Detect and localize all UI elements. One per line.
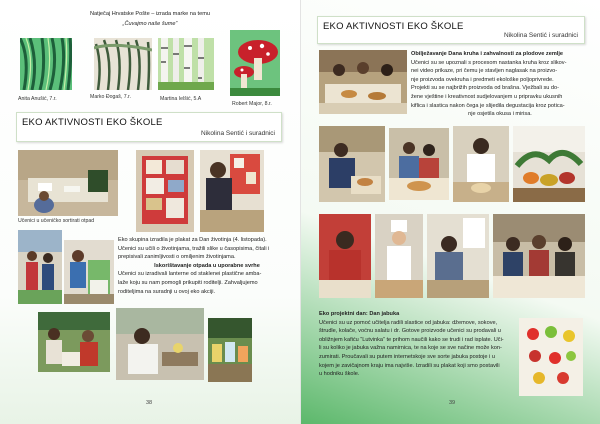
artwork-forest-2 — [94, 38, 152, 90]
photo-students-bread-1 — [319, 126, 385, 202]
paragraph-heading: Iskorištavanje otpada u uporabne svrhe — [154, 262, 260, 269]
paragraph-line: u hodniku škole. — [319, 371, 360, 378]
caption-sorting-waste: Učenici u učeničko sortirati otpad — [18, 218, 95, 224]
photo-apple-day-chef — [375, 214, 423, 298]
photo-apple-day-kitchen — [427, 214, 489, 298]
section-title: EKO AKTIVNOSTI EKO ŠKOLE — [22, 117, 163, 128]
photo-recycled-box — [64, 240, 114, 304]
page-right — [300, 0, 600, 424]
artist-caption-4: Robert Major, 8.r. — [232, 101, 272, 107]
photo-student-poster — [200, 150, 264, 232]
paragraph-line: Učenici su se upoznali s procesom nastanka kruha kroz slikov- — [411, 59, 567, 66]
page-number-left: 38 — [146, 400, 153, 406]
paragraph-line: prepisivali zanimljivosti o omiljenim životinjama. — [118, 254, 236, 261]
artist-caption-3: Martina Ielšić, 5.A — [160, 96, 202, 102]
photo-group-students — [18, 230, 62, 304]
paragraph-line: roditeljima na suradnji u ovoj eko akciji. — [118, 288, 216, 295]
paragraph-line: štrudle, kolače, voćnu salatu i dr. Gotove proizvode učenici su prodavali u — [319, 328, 501, 335]
section-header-left — [16, 112, 282, 142]
section-author: Nikolina Sentić i suradnici — [503, 32, 578, 39]
artwork-mushrooms — [230, 30, 280, 96]
section-heading: Eko projektni dan: Dan jabuka — [319, 311, 400, 317]
photo-lanterns-display — [208, 318, 252, 382]
photo-student-crafting — [116, 308, 204, 380]
photo-apple-poster — [519, 318, 583, 396]
section-bread-day — [411, 50, 589, 119]
contest-theme: „Čuvajmo naše šume“ — [122, 21, 178, 27]
paragraph-line: Eko skupina izradila je plakat za Dan životinja (4. listopada). — [118, 237, 267, 243]
paragraph-line: li su koliko je jabuka važna namirnica, te na koje se sve načine može kon- — [319, 345, 502, 352]
photo-sorting-waste — [18, 150, 118, 216]
photo-harvest-display — [513, 126, 585, 202]
section-header-right — [317, 16, 585, 44]
photo-apple-day-1 — [319, 214, 371, 298]
paragraph-line: Učenici su uz pomoć učitelja radili slastice od jabuka: džemove, sokove, — [319, 319, 498, 326]
artist-caption-1: Anita Anušić, 7.r. — [18, 96, 57, 102]
section-title: EKO AKTIVNOSTI EKO ŠKOLE — [323, 21, 464, 32]
paragraph-line: kojem je zavičajnom kraju ima najviše. Izradili su plakat koji smo postavili — [319, 362, 500, 369]
paragraph-line: Učenici su učili o životinjama, tražili slike u časopisima, čitali i — [118, 245, 270, 252]
paragraph-line: nje osjetila okusa i mirisa. — [468, 111, 532, 118]
paragraph-line: Učenici su izradivali lanterne od staklenei plastične amba- — [118, 271, 262, 278]
paragraph-line: laže koju su nam pomogli prikupiti roditelji. Zahvaljujemo — [118, 279, 258, 286]
paragraph-left — [118, 236, 296, 296]
photo-animal-poster — [136, 150, 194, 232]
paragraph-line: Projekti su se najbrižih proizvoda od brašna. Vježbali su do- — [411, 85, 560, 92]
paragraph-line: zumirati. Proučavali su putem internetskoje sve sorte jabuka postoje i u — [319, 353, 495, 360]
paragraph-line: nei video prikaze, pri čemu je stavljen naglasak na proizvo- — [411, 68, 558, 75]
photo-lanterns-making — [38, 312, 110, 372]
photo-students-bread-2 — [389, 128, 449, 200]
contest-title: Natječaj Hrvatske Pošte – izrada marke na temu — [89, 11, 210, 17]
photo-apple-day-group — [493, 214, 585, 298]
photo-student-kneading — [453, 126, 509, 202]
page-number-right: 39 — [449, 400, 456, 406]
paragraph-line: obližnjem kafiću “Lutvinka” te prihom naučili kako se trudi i rad isplate. Uči- — [319, 336, 504, 343]
artwork-birch-trees — [158, 38, 214, 90]
section-apple-day — [319, 310, 515, 379]
photo-bread-table-strip — [319, 102, 407, 114]
artist-caption-2: Marko Đogaš, 7.r. — [90, 94, 131, 100]
paragraph-line: kiflica i slastica nakon čega je slijedila degustacija kroz potica- — [411, 102, 565, 109]
section-author: Nikolina Sentić i suradnici — [200, 130, 275, 137]
section-heading: Obilježavanje Dana kruha i zahvalnosti za plodove zemlje — [411, 51, 564, 57]
paragraph-line: nje proizvoda ovekruha i predmeti ekološke poljoprivrede. — [411, 76, 554, 83]
artwork-forest-1 — [20, 38, 72, 90]
paragraph-line: žene vještine i kreativnost sudjelovanjem u pripravku ukusnih — [411, 93, 563, 100]
